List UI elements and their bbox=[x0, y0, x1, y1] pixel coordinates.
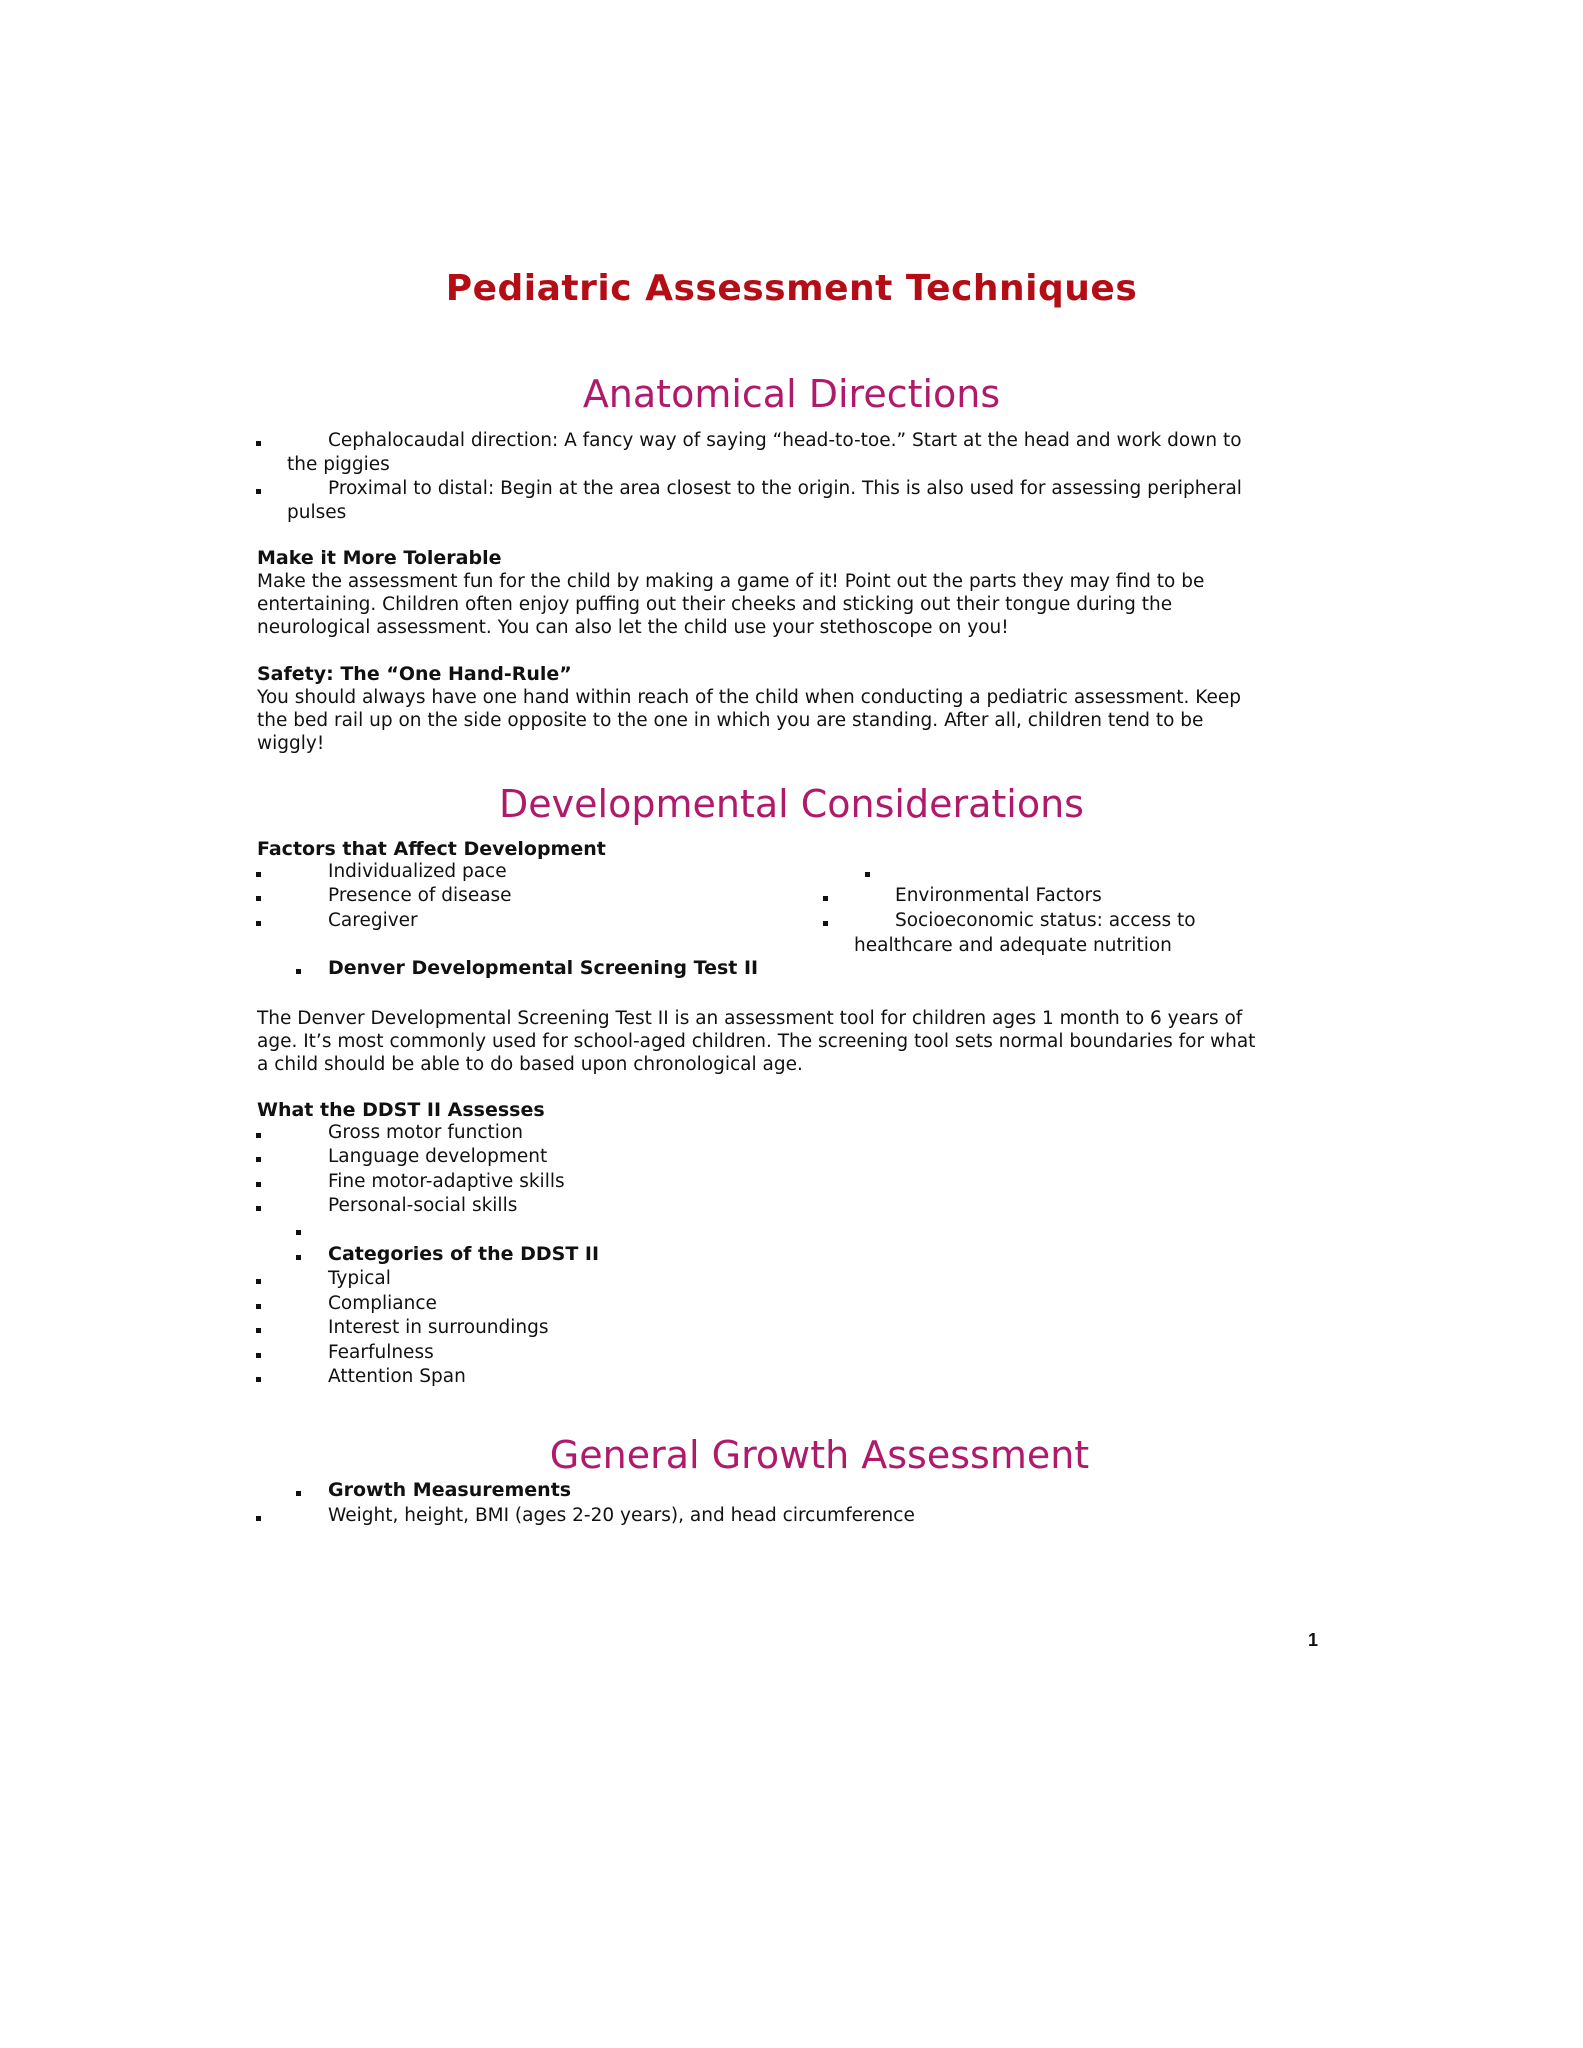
safety-line-2: the bed rail up on the side opposite to the one in which you are standing. After all, children tend to be bbox=[257, 710, 1204, 731]
bullet-icon bbox=[256, 489, 261, 494]
factor-right-2-continuation: healthcare and adequate nutrition bbox=[854, 935, 1172, 956]
assesses-item-2: Language development bbox=[328, 1146, 548, 1167]
anatomical-item-1-line1: Cephalocaudal direction: A fancy way of saying “head-to-toe.” Start at the head and work down to bbox=[328, 430, 1242, 451]
section-heading-growth: General Growth Assessment bbox=[549, 1433, 1090, 1477]
section-heading-developmental: Developmental Considerations bbox=[499, 782, 1084, 826]
tolerable-line-1: Make the assessment fun for the child by making a game of it! Point out the parts they may find to be bbox=[257, 571, 1205, 592]
bullet-icon bbox=[256, 1182, 261, 1187]
factor-left-1: Individualized pace bbox=[328, 861, 507, 882]
growth-measurements-heading: Growth Measurements bbox=[328, 1479, 572, 1501]
bullet-icon bbox=[256, 896, 261, 901]
bullet-icon bbox=[296, 1255, 301, 1260]
category-item-2: Compliance bbox=[328, 1293, 437, 1314]
safety-heading: Safety: The “One Hand-Rule” bbox=[257, 663, 572, 685]
bullet-icon bbox=[823, 896, 828, 901]
denver-line-2: age. It’s most commonly used for school-aged children. The screening tool sets normal boundaries for what bbox=[257, 1031, 1256, 1052]
bullet-icon bbox=[256, 1353, 261, 1358]
section-heading-anatomical: Anatomical Directions bbox=[582, 372, 1001, 416]
tolerable-line-3: neurological assessment. You can also let the child use your stethoscope on you! bbox=[257, 617, 1009, 638]
bullet-icon bbox=[256, 921, 261, 926]
bullet-icon bbox=[256, 1206, 261, 1211]
page-number: 1 bbox=[1308, 1630, 1319, 1650]
assesses-heading: What the DDST II Assesses bbox=[257, 1099, 545, 1121]
growth-item: Weight, height, BMI (ages 2-20 years), and head circumference bbox=[328, 1505, 915, 1526]
factor-right-1: Environmental Factors bbox=[895, 885, 1102, 906]
factors-heading: Factors that Affect Development bbox=[257, 838, 606, 860]
tolerable-line-2: entertaining. Children often enjoy puffing out their cheeks and sticking out their tongue during the bbox=[257, 594, 1173, 615]
category-item-5: Attention Span bbox=[328, 1366, 466, 1387]
bullet-icon bbox=[256, 1328, 261, 1333]
assesses-item-4: Personal-social skills bbox=[328, 1195, 518, 1216]
bullet-icon bbox=[256, 441, 261, 446]
factor-left-3: Caregiver bbox=[328, 910, 418, 931]
category-item-4: Fearfulness bbox=[328, 1342, 434, 1363]
assesses-item-3: Fine motor-adaptive skills bbox=[328, 1171, 565, 1192]
bullet-icon bbox=[256, 1304, 261, 1309]
bullet-icon bbox=[865, 872, 870, 877]
categories-heading: Categories of the DDST II bbox=[328, 1243, 600, 1265]
bullet-icon bbox=[256, 1377, 261, 1382]
bullet-icon bbox=[256, 872, 261, 877]
factor-left-2: Presence of disease bbox=[328, 885, 512, 906]
document-title: Pediatric Assessment Techniques bbox=[445, 268, 1138, 309]
anatomical-item-2-line1: Proximal to distal: Begin at the area closest to the origin. This is also used for assessing peripheral bbox=[328, 478, 1242, 499]
assesses-item-1: Gross motor function bbox=[328, 1122, 523, 1143]
bullet-icon bbox=[296, 969, 301, 974]
anatomical-item-2-line2: pulses bbox=[287, 502, 347, 523]
anatomical-item-1-line2: the piggies bbox=[287, 454, 390, 475]
bullet-icon bbox=[256, 1516, 261, 1521]
bullet-icon bbox=[296, 1230, 301, 1235]
tolerable-heading: Make it More Tolerable bbox=[257, 547, 502, 569]
bullet-icon bbox=[823, 921, 828, 926]
category-item-1: Typical bbox=[328, 1268, 391, 1289]
denver-line-1: The Denver Developmental Screening Test II is an assessment tool for children ages 1 month to 6 years of bbox=[257, 1008, 1243, 1029]
category-item-3: Interest in surroundings bbox=[328, 1317, 549, 1338]
factor-right-2: Socioeconomic status: access to bbox=[895, 910, 1196, 931]
safety-line-3: wiggly! bbox=[257, 733, 325, 754]
safety-line-1: You should always have one hand within reach of the child when conducting a pediatric assessment. Keep bbox=[257, 687, 1241, 708]
denver-heading: Denver Developmental Screening Test II bbox=[328, 957, 759, 979]
denver-line-3: a child should be able to do based upon chronological age. bbox=[257, 1054, 803, 1075]
bullet-icon bbox=[296, 1491, 301, 1496]
bullet-icon bbox=[256, 1133, 261, 1138]
bullet-icon bbox=[256, 1279, 261, 1284]
bullet-icon bbox=[256, 1157, 261, 1162]
